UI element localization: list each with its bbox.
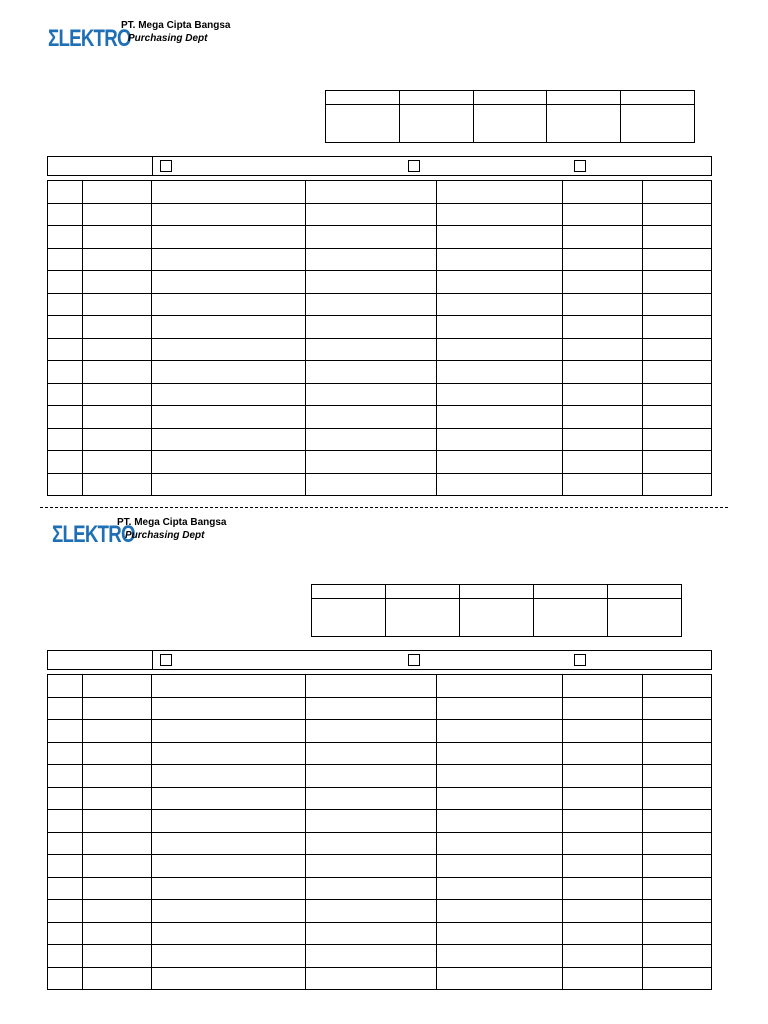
items-table [47,674,712,990]
table-row [48,810,712,833]
approval-header-cell[interactable] [534,585,608,599]
table-header-row [48,181,712,204]
approval-table [311,584,682,637]
table-row [48,832,712,855]
cut-line [40,507,728,508]
type-checkbox[interactable] [574,654,586,666]
table-row [48,406,712,429]
table-row [48,383,712,406]
request-type-bar [47,650,712,670]
table-row [48,922,712,945]
table-row [48,787,712,810]
table-row [48,293,712,316]
elektro-logo: ΣLEKTRO [48,25,131,52]
table-row [48,316,712,339]
table-row [48,900,712,923]
company-name: PT. Mega Cipta Bangsa [117,517,227,528]
department-name: Purchasing Dept [128,33,208,44]
approval-header-cell[interactable] [460,585,534,599]
type-label-divider [152,157,153,175]
request-type-bar [47,156,712,176]
table-row [48,765,712,788]
signature-cell[interactable] [608,599,682,637]
type-checkbox[interactable] [574,160,586,172]
table-row [48,271,712,294]
signature-cell[interactable] [460,599,534,637]
signature-cell[interactable] [547,105,621,143]
table-row [48,855,712,878]
signature-cell[interactable] [326,105,400,143]
approval-header-cell[interactable] [621,91,695,105]
table-row [48,945,712,968]
signature-cell[interactable] [534,599,608,637]
approval-header-cell[interactable] [547,91,621,105]
table-row [48,226,712,249]
signature-cell[interactable] [399,105,473,143]
type-label-divider [152,651,153,669]
table-row [48,361,712,384]
table-row [48,697,712,720]
table-row [48,967,712,990]
approval-header-cell[interactable] [608,585,682,599]
signature-cell[interactable] [473,105,547,143]
approval-header-cell[interactable] [312,585,386,599]
approval-header-cell[interactable] [386,585,460,599]
table-row [48,203,712,226]
table-row [48,473,712,496]
approval-table [325,90,695,143]
table-row [48,338,712,361]
table-row [48,742,712,765]
table-row [48,451,712,474]
approval-header-cell[interactable] [326,91,400,105]
approval-header-cell[interactable] [473,91,547,105]
approval-header-cell[interactable] [399,91,473,105]
type-checkbox[interactable] [160,654,172,666]
type-checkbox[interactable] [408,160,420,172]
table-header-row [48,675,712,698]
type-checkbox[interactable] [408,654,420,666]
signature-cell[interactable] [621,105,695,143]
department-name: Purchasing Dept [125,530,205,541]
company-name: PT. Mega Cipta Bangsa [121,20,231,31]
table-row [48,248,712,271]
signature-cell[interactable] [386,599,460,637]
table-row [48,428,712,451]
items-table [47,180,712,496]
table-row [48,877,712,900]
signature-cell[interactable] [312,599,386,637]
type-checkbox[interactable] [160,160,172,172]
table-row [48,720,712,743]
elektro-logo: ΣLEKTRO [52,521,135,548]
